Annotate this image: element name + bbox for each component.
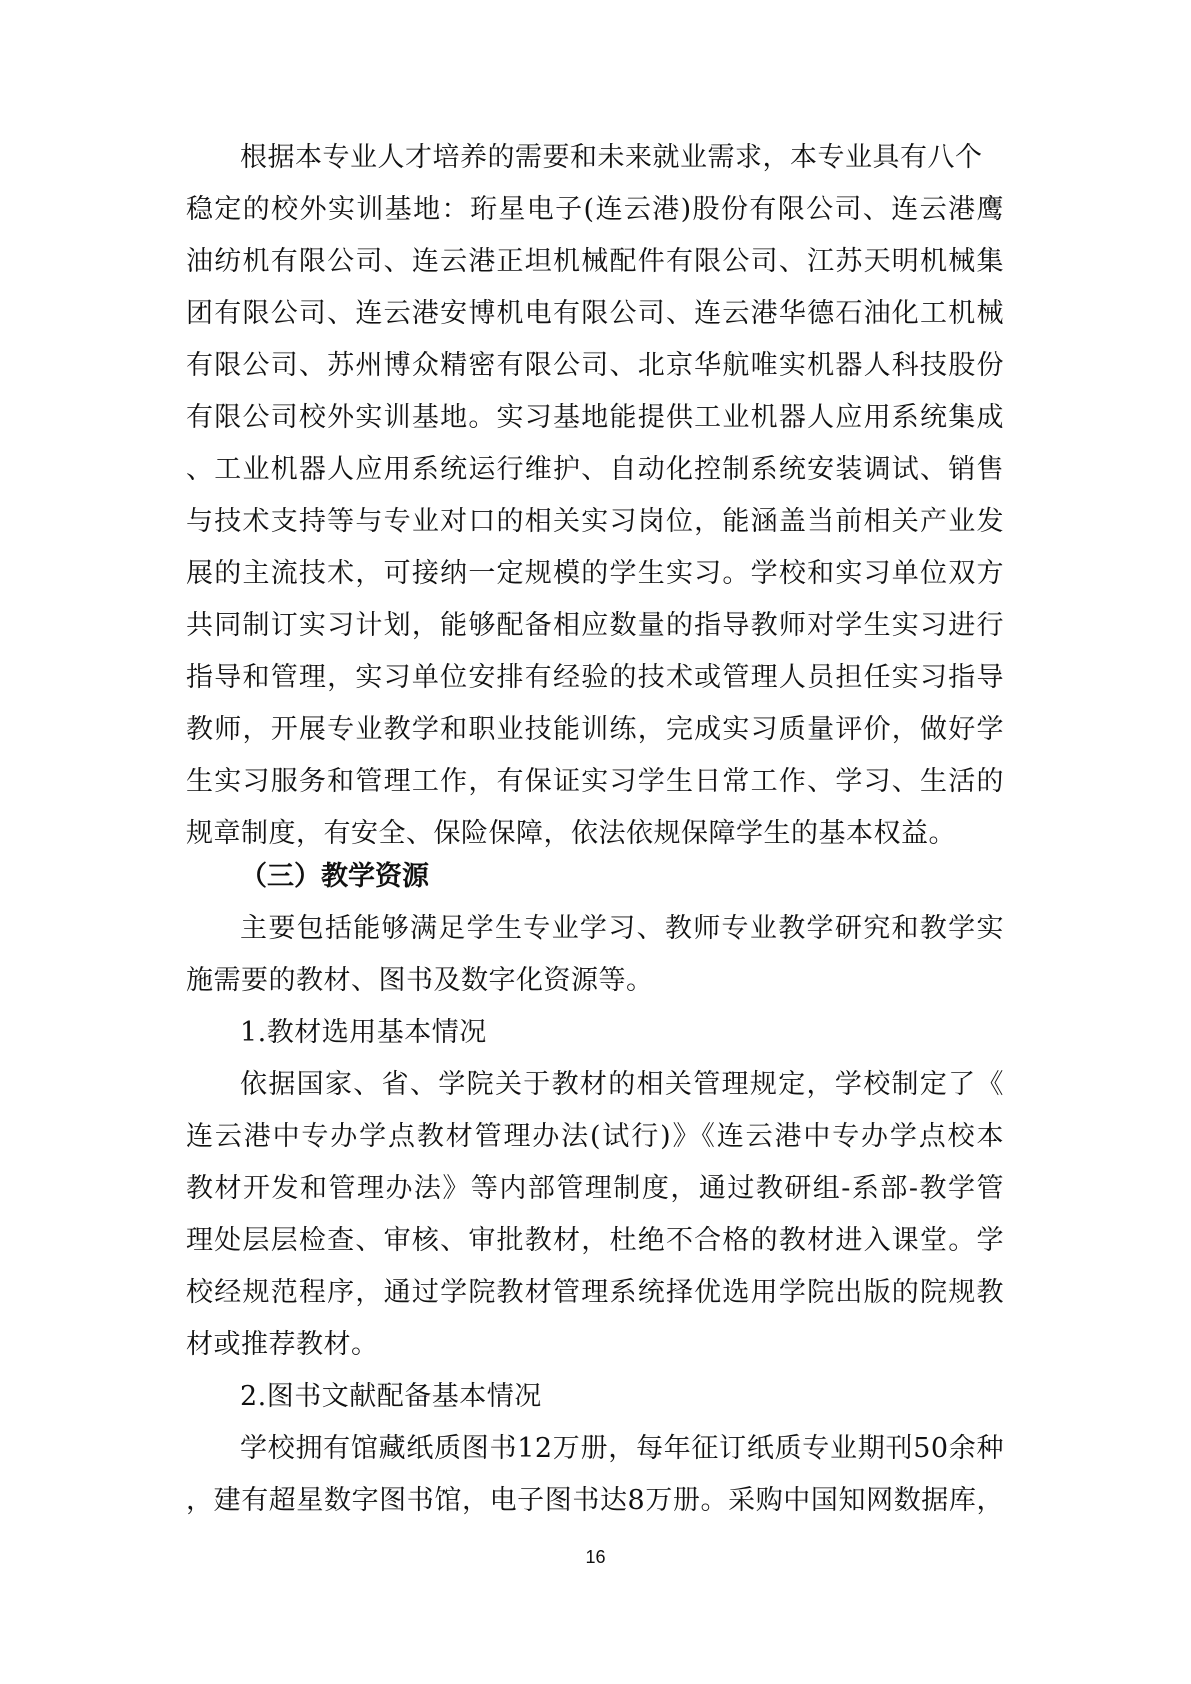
text-line: 团有限公司、连云港安博机电有限公司、连云港华德石油化工机械 [186, 298, 1004, 329]
text-line: 有限公司校外实训基地。实习基地能提供工业机器人应用系统集成 [186, 402, 1004, 433]
text-line: 依据国家、省、学院关于教材的相关管理规定，学校制定了《 [240, 1069, 1004, 1100]
section-heading: （三）教学资源 [240, 861, 429, 892]
text-line: 规章制度，有安全、保险保障，依法依规保障学生的基本权益。 [186, 818, 956, 849]
text-line: 教材开发和管理办法》等内部管理制度，通过教研组-系部-教学管 [186, 1173, 1004, 1204]
text-line: 与技术支持等与专业对口的相关实习岗位，能涵盖当前相关产业发 [186, 506, 1004, 537]
text-line: 共同制订实习计划，能够配备相应数量的指导教师对学生实习进行 [186, 610, 1004, 641]
text-line: 油纺机有限公司、连云港正坦机械配件有限公司、江苏天明机械集 [186, 246, 1004, 277]
text-line: 校经规范程序，通过学院教材管理系统择优选用学院出版的院规教 [186, 1277, 1004, 1308]
text-line: 教师，开展专业教学和职业技能训练，完成实习质量评价，做好学 [186, 714, 1004, 745]
text-line: 有限公司、苏州博众精密有限公司、北京华航唯实机器人科技股份 [186, 350, 1004, 381]
subheading: 2.图书文献配备基本情况 [240, 1381, 542, 1412]
text-line: 主要包括能够满足学生专业学习、教师专业教学研究和教学实 [240, 913, 1004, 944]
text-line: ，建有超星数字图书馆，电子图书达8万册。采购中国知网数据库， [186, 1485, 1004, 1516]
text-line: 施需要的教材、图书及数字化资源等。 [186, 965, 654, 996]
text-line: 根据本专业人才培养的需要和未来就业需求，本专业具有八个 [240, 142, 983, 173]
text-line: 生实习服务和管理工作，有保证实习学生日常工作、学习、生活的 [186, 766, 1004, 797]
subheading: 1.教材选用基本情况 [240, 1017, 487, 1048]
text-line: 材或推荐教材。 [186, 1329, 379, 1360]
text-line: 指导和管理，实习单位安排有经验的技术或管理人员担任实习指导 [186, 662, 1004, 693]
text-line: 、工业机器人应用系统运行维护、自动化控制系统安装调试、销售 [186, 454, 1004, 485]
text-line: 学校拥有馆藏纸质图书12万册，每年征订纸质专业期刊50余种 [240, 1433, 1004, 1464]
text-line: 稳定的校外实训基地：珩星电子(连云港)股份有限公司、连云港鹰 [186, 194, 1004, 225]
text-line: 连云港中专办学点教材管理办法(试行)》《连云港中专办学点校本 [186, 1121, 1004, 1152]
text-line: 理处层层检查、审核、审批教材，杜绝不合格的教材进入课堂。学 [186, 1225, 1004, 1256]
text-line: 展的主流技术，可接纳一定规模的学生实习。学校和实习单位双方 [186, 558, 1004, 589]
page-number: 16 [585, 1547, 606, 1567]
